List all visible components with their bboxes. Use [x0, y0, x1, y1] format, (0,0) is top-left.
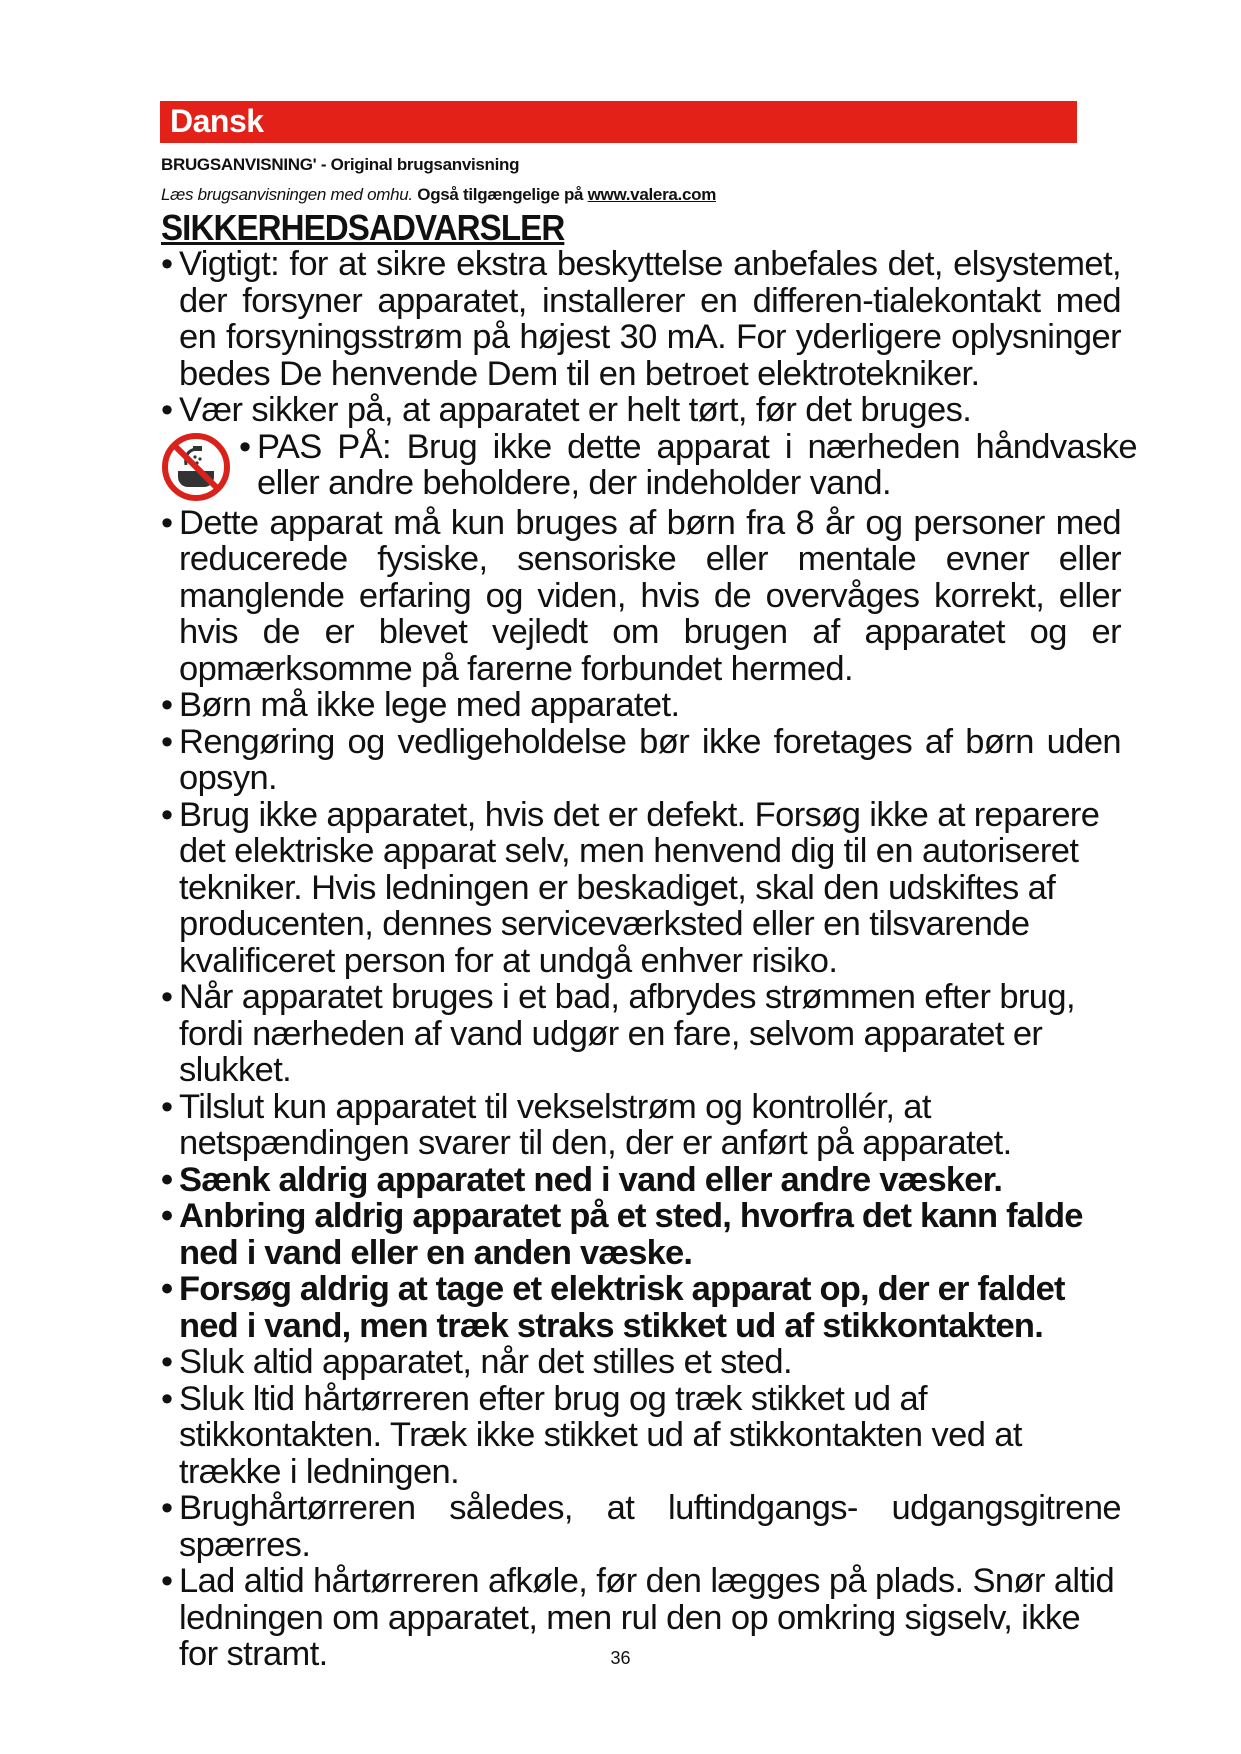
website-link[interactable]: www.valera.com: [587, 185, 717, 204]
item-text: Forsøg aldrig at tage et elektrisk apparat op, der er faldet ned i vand, men træk straks stikket ud af stikkontakten.: [179, 1270, 1065, 1345]
list-item: [161, 505, 1121, 688]
item-text: Sluk altid apparatet, når det stilles et sted.: [179, 1343, 792, 1381]
bullet: •: [161, 795, 173, 834]
item-text: Brug ikke apparatet, hvis det er defekt. Forsøg ikke at reparere det elektriske apparat selv, men henvend dig til en autoriseret tekniker. Hvis ledningen er beskadiget, skal den udskiftes af producenten, dennes serviceværksted eller en tilsvarende kvalificeret person for at undgå enhver risiko.: [179, 795, 1100, 980]
bullet: •: [161, 1489, 173, 1527]
bullet: •: [161, 245, 173, 283]
item-text: Rengøring og vedligeholdelse bør ikke foretages af børn uden opsyn.: [179, 722, 1121, 797]
bullet: •: [161, 1343, 173, 1381]
bullet: •: [161, 722, 173, 761]
item-text: Dette apparat må kun bruges af børn fra 8 år og personer med reducerede fysiske, sensoriske eller mentale evner eller manglende erfaring og viden, hvis de overvåges korrekt, eller hvis de er blevet vejledt om brugen af apparatet og er opmærksomme på farerne forbundet hermed.: [179, 503, 1121, 688]
language-label: Dansk: [170, 103, 264, 139]
read-instructions-note: [161, 185, 716, 205]
bullet: •: [161, 1379, 173, 1418]
list-item-with-warning-icon: [161, 427, 1137, 505]
bullet: •: [161, 1562, 173, 1600]
bullet: •: [161, 1087, 173, 1126]
warning-item: [239, 429, 1137, 502]
item-text: Brughårtørreren således, at luftindgangs- udgangsgitrene spærres.: [179, 1489, 1121, 1564]
item-text: Vær sikker på, at apparatet er helt tørt, før det bruges.: [179, 391, 972, 429]
item-text: PAS PÅ: Brug ikke dette apparat i nærheden håndvaske eller andre beholdere, der indeholder vand.: [257, 427, 1137, 502]
list-item: [161, 246, 1121, 392]
bullet: •: [161, 391, 173, 429]
item-text: Sluk ltid hårtørreren efter brug og træk stikket ud af stikkontakten. Træk ikke stikket ud af stikkontakten ved at trække i ledningen.: [179, 1379, 1022, 1491]
list-item: [161, 687, 1121, 724]
bullet: •: [161, 978, 173, 1016]
no-water-bath-warning-icon: [160, 431, 232, 503]
bullet: •: [161, 1197, 173, 1235]
item-text: Børn må ikke lege med apparatet.: [179, 686, 680, 724]
list-item: [161, 1490, 1121, 1563]
bullet: •: [161, 1160, 173, 1199]
item-text: Anbring aldrig apparatet på et sted, hvorfra det kann falde ned i vand eller en anden væske.: [179, 1197, 1083, 1272]
item-text: Sænk aldrig apparatet ned i vand eller andre væsker.: [179, 1160, 1003, 1199]
list-item-bold: [161, 1271, 1121, 1344]
item-text: Når apparatet bruges i et bad, afbrydes strømmen efter brug, fordi nærheden af vand udgør en fare, selvom apparatet er slukket.: [179, 978, 1075, 1089]
list-item-bold: [161, 1162, 1121, 1199]
list-item: [161, 1344, 1121, 1381]
section-title: SIKKERHEDSADVARSLER: [161, 207, 565, 248]
item-text: Vigtigt: for at sikre ekstra beskyttelse anbefales det, elsystemet, der forsyner apparatet, installerer en differen-tialekontakt med en forsyningsstrøm på højest 30 mA. For yderligere oplysninger bedes De henvende Dem til en betroet elektrotekniker.: [179, 245, 1121, 393]
item-text: Tilslut kun apparatet til vekselstrøm og kontrollér, at netspændingen svarer til den, der er anført på apparatet.: [179, 1087, 1012, 1162]
page-number: 36: [610, 1648, 631, 1668]
list-item: [161, 1381, 1121, 1491]
safety-warnings-list: [161, 245, 1137, 1673]
item-text: Lad altid hårtørreren afkøle, før den lægges på plads. Snør altid ledningen om apparatet, men rul den op omkring sigselv, ikke for stramt.: [179, 1562, 1115, 1673]
language-banner: [160, 101, 1077, 143]
bullet: •: [239, 427, 251, 466]
read-note-italic: Læs brugsanvisningen med omhu.: [161, 185, 413, 204]
list-item: [161, 392, 1121, 429]
document-subtitle: BRUGSANVISNING' - Original brugsanvisning: [161, 155, 520, 174]
read-note-bold: Også tilgængelige på: [417, 185, 584, 204]
bullet: •: [161, 1270, 173, 1308]
bullet: •: [161, 503, 173, 542]
list-item: [161, 724, 1121, 797]
list-item-bold: [161, 1198, 1121, 1271]
bullet: •: [161, 686, 173, 724]
list-item: [161, 979, 1121, 1089]
list-item: [161, 1089, 1121, 1162]
list-item: [161, 797, 1121, 980]
